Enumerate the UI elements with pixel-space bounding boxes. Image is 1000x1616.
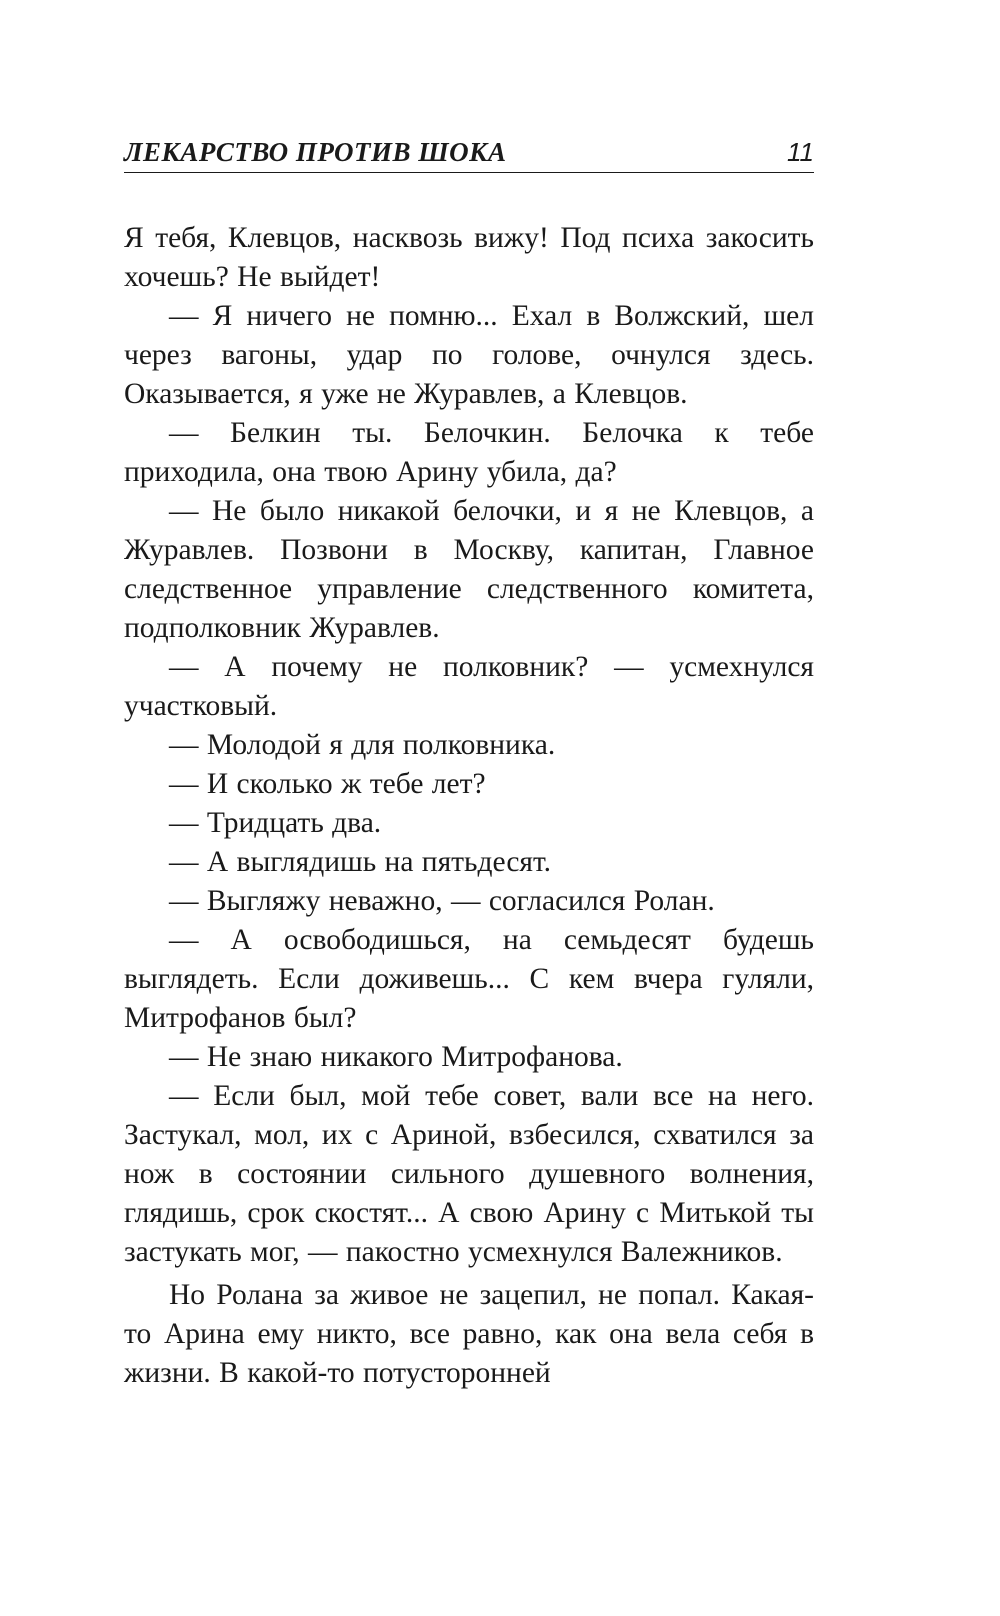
- paragraph: — Если был, мой тебе совет, вали все на него. Застукал, мол, их с Ариной, взбесился, схватился за нож в состоянии сильного душевного волнения, глядишь, срок скостят... А свою Арину с Митькой ты застукать мог, — пакостно усмехнулся Валежников.: [124, 1080, 814, 1268]
- paragraph: Я тебя, Клевцов, насквозь вижу! Под психа закосить хочешь? Не выйдет!: [124, 222, 814, 293]
- running-title: ЛЕКАРСТВО ПРОТИВ ШОКА: [124, 137, 507, 167]
- paragraph: — Тридцать два.: [169, 807, 382, 839]
- paragraph: — Белкин ты. Белочкин. Белочка к тебе приходила, она твою Арину убила, да?: [124, 417, 814, 488]
- paragraph: — Не было никакой белочки, и я не Клевцов, а Журавлев. Позвони в Москву, капитан, Главное следственное управление следственного комитета, подполковник Журавлев.: [124, 495, 814, 644]
- paragraph: — А почему не полковник? — усмехнулся участковый.: [124, 651, 814, 722]
- paragraph: — Молодой я для полковника.: [169, 729, 556, 761]
- paragraph: — А освободишься, на семьдесят будешь выглядеть. Если доживешь... С кем вчера гуляли, Митрофанов был?: [124, 924, 814, 1034]
- paragraph: Но Ролана за живое не зацепил, не попал. Какая-то Арина ему никто, все равно, как она вела себя в жизни. В какой-то потусторонней: [124, 1279, 814, 1389]
- paragraph: — Не знаю никакого Митрофанова.: [169, 1041, 623, 1073]
- running-head: [124, 128, 814, 173]
- paragraph: — Выгляжу неважно, — согласился Ролан.: [169, 885, 715, 917]
- paragraph: — И сколько ж тебе лет?: [169, 768, 486, 800]
- paragraph: — А выглядишь на пятьдесят.: [169, 846, 552, 878]
- page-number: 11: [787, 137, 814, 167]
- paragraph: — Я ничего не помню... Ехал в Волжский, шел через вагоны, удар по голове, очнулся здесь. Оказывается, я уже не Журавлев, а Клевцов.: [124, 300, 814, 410]
- body-text: [124, 219, 814, 1393]
- book-page: [124, 128, 814, 1393]
